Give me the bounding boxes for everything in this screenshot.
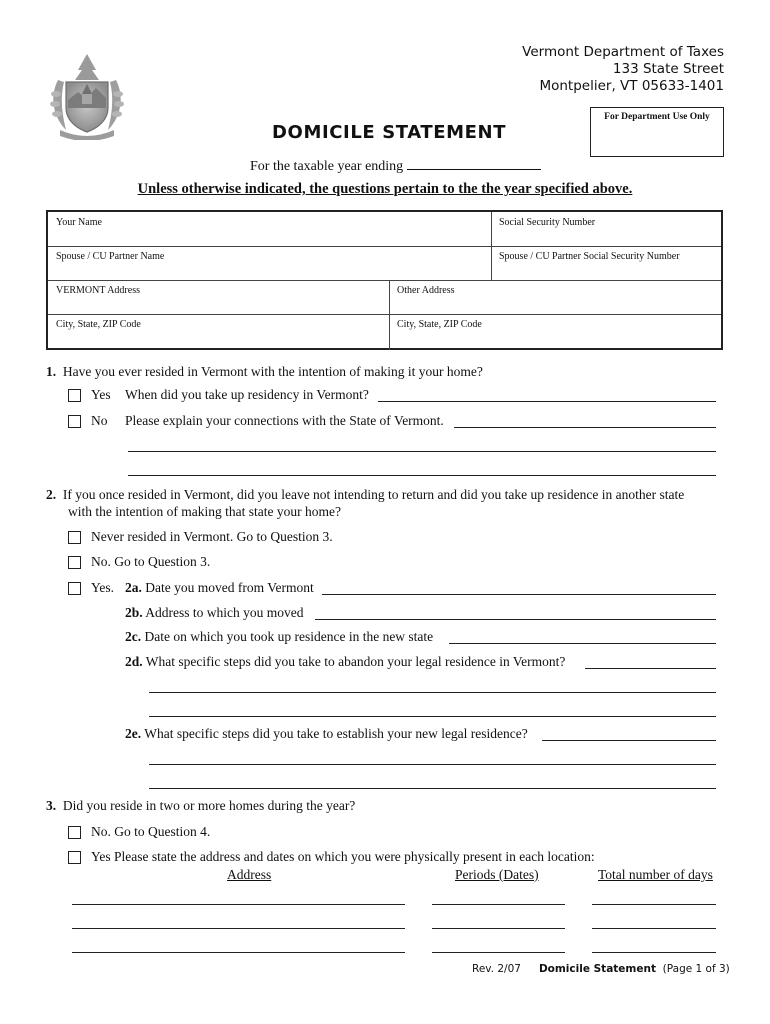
question-1-text: Have you ever resided in Vermont with the intention of making it your home? [62,364,483,379]
q3-yes-label: Yes Please state the address and dates on which you were physically present in each location: [91,849,595,864]
agency-street: 133 State Street [612,61,724,77]
question-1-number: 1. [46,364,57,379]
vermont-address-label: VERMONT Address [56,285,140,296]
department-use-box [590,107,724,157]
col-header-days: Total number of days [598,867,713,882]
vermont-address-field[interactable] [48,280,389,314]
department-use-label: For Department Use Only [604,112,710,122]
footer-form-name: Domicile Statement [538,963,656,975]
question-2-text-line1: If you once resided in Vermont, did you leave not intending to return and did you take up residence in another state [62,487,685,502]
q2d-number: 2d. [125,654,143,669]
q1-no-label: No [91,413,108,428]
q2-yes-checkbox[interactable] [68,582,81,595]
taxpayer-info-table [46,210,723,350]
q2-no-label: No. Go to Question 3. [91,554,211,569]
revision-label: Rev. 2/07 [472,963,521,975]
q2e-answer-line-2[interactable] [149,764,716,765]
q1-yes-checkbox[interactable] [68,389,81,402]
other-city-field[interactable] [389,314,723,350]
q2e-number: 2e. [125,726,142,741]
q3-address-line-1[interactable] [72,904,405,905]
q2d-text: What specific steps did you take to abandon your legal residence in Vermont? [145,654,566,669]
question-1 [46,364,483,380]
vermont-city-field[interactable] [48,314,389,350]
q2e-answer-line-3[interactable] [149,788,716,789]
q2-never-checkbox[interactable] [68,531,81,544]
q1-no-checkbox[interactable] [68,415,81,428]
other-address-field[interactable] [389,280,723,314]
form-title: DOMICILE STATEMENT [272,122,507,143]
ssn-field[interactable] [491,212,723,246]
q2d-answer-line-3[interactable] [149,716,716,717]
q3-periods-line-2[interactable] [432,928,565,929]
q2e-item [125,726,528,742]
q3-address-line-3[interactable] [72,952,405,953]
q2-no-checkbox[interactable] [68,556,81,569]
your-name-field[interactable] [48,212,491,246]
q2e-text: What specific steps did you take to establish your new legal residence? [144,726,528,741]
q3-days-line-3[interactable] [592,952,716,953]
department-address [522,44,724,95]
vermont-city-label: City, State, ZIP Code [56,319,141,330]
q1-yes-answer-line[interactable] [378,401,716,402]
page-number: (Page 1 of 3) [662,963,730,975]
q2b-number: 2b. [125,605,143,620]
q2b-text: Address to which you moved [145,605,304,620]
q1-yes-label: Yes [91,387,111,402]
tax-year-line [250,157,541,175]
q2e-answer-line[interactable] [542,740,716,741]
q3-periods-line-3[interactable] [432,952,565,953]
q3-address-line-2[interactable] [72,928,405,929]
page-footer [472,963,730,975]
q2-yes-label: Yes. [91,580,115,595]
col-header-periods: Periods (Dates) [455,867,539,882]
question-3 [46,798,355,814]
q2a-text: Date you moved from Vermont [145,580,314,595]
other-city-label: City, State, ZIP Code [397,319,482,330]
spouse-name-field[interactable] [48,246,491,280]
question-3-text: Did you reside in two or more homes during the year? [62,798,356,813]
q2-never-label: Never resided in Vermont. Go to Question 3. [91,529,333,544]
your-name-label: Your Name [56,217,102,228]
q2c-answer-line[interactable] [449,643,716,644]
other-address-label: Other Address [397,285,455,296]
q2d-item [125,654,565,670]
q2d-answer-line[interactable] [585,668,716,669]
q1-explain-line-1[interactable] [128,451,716,452]
q3-no-label: No. Go to Question 4. [91,824,211,839]
q3-periods-line-1[interactable] [432,904,565,905]
q2d-answer-line-2[interactable] [149,692,716,693]
agency-name: Vermont Department of Taxes [522,44,724,60]
q3-yes-checkbox[interactable] [68,851,81,864]
q1-no-answer-line[interactable] [454,427,716,428]
spouse-ssn-field[interactable] [491,246,723,280]
q3-no-checkbox[interactable] [68,826,81,839]
col-header-address: Address [227,867,272,882]
question-2-number: 2. [46,487,57,502]
q3-days-line-1[interactable] [592,904,716,905]
q2b-item [125,605,304,621]
spouse-name-label: Spouse / CU Partner Name [56,251,165,262]
tax-year-field[interactable] [407,157,541,170]
agency-city: Montpelier, VT 05633-1401 [539,78,724,94]
q1-explain-line-2[interactable] [128,475,716,476]
spouse-ssn-label: Spouse / CU Partner Social Security Number [499,251,680,262]
q2a-item [125,580,314,596]
question-2 [46,487,684,503]
q2b-answer-line[interactable] [315,619,716,620]
q1-no-question: Please explain your connections with the State of Vermont. [125,413,444,428]
q1-yes-question: When did you take up residency in Vermont? [125,387,369,402]
q2a-answer-line[interactable] [322,594,716,595]
question-3-number: 3. [46,798,57,813]
q2a-number: 2a. [125,580,142,595]
tax-year-label: For the taxable year ending [250,159,404,174]
q2c-item [125,629,433,645]
ssn-label: Social Security Number [499,217,596,228]
q3-days-line-2[interactable] [592,928,716,929]
q2c-text: Date on which you took up residence in the new state [144,629,434,644]
q2c-number: 2c. [125,629,142,644]
instruction-text: Unless otherwise indicated, the questions pertain to the the year specified above. [137,181,633,197]
question-2-text-line2: with the intention of making that state your home? [68,504,341,519]
vermont-state-seal-icon [44,50,130,140]
